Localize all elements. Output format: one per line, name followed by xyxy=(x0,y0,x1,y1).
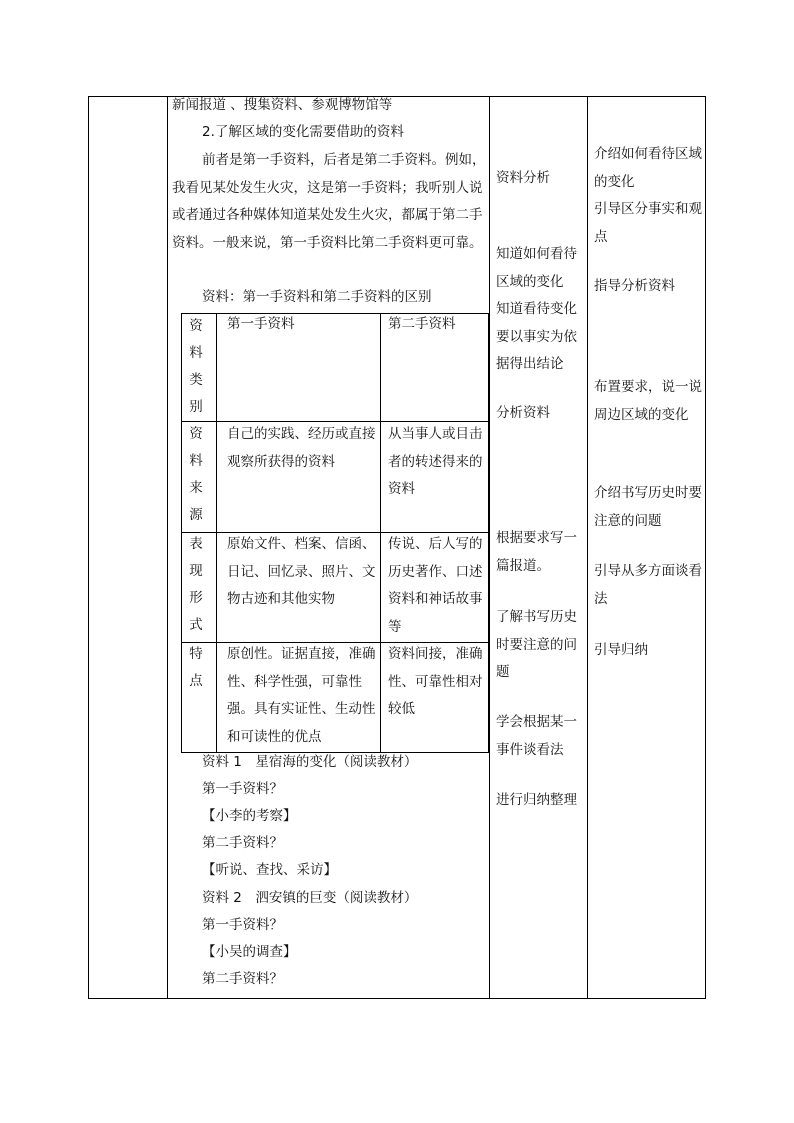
student-activity: 知道看待变化要以事实为依据得出结论 xyxy=(496,301,577,372)
table-cell: 资料间接，准确性、可靠性相对较低 xyxy=(388,646,483,717)
explanation-paragraph: 前者是第一手资料，后者是第二手资料。例如，我看见某处发生火灾，这是第一手资料；我听别人说或者通过各种媒体知道某处发生火灾，都属于第二手资料。一般来说，第一手资料比第二手资料更可靠。 xyxy=(172,152,486,251)
student-activity: 根据要求写一篇报道。 xyxy=(496,530,577,574)
material-2-title: 资料 2 泗安镇的巨变（阅读教材） xyxy=(202,890,418,906)
table-col-divider xyxy=(216,314,217,752)
teacher-activity: 介绍如何看待区域的变化 xyxy=(594,146,702,190)
teacher-activity: 布置要求，说一说周边区域的变化 xyxy=(594,379,702,423)
table-cell: 从当事人或目击者的转述得来的资料 xyxy=(388,426,483,497)
student-activity: 了解书写历史时要注意的问题 xyxy=(496,609,577,680)
table-col-divider xyxy=(380,314,381,752)
column-divider xyxy=(167,97,168,998)
teacher-activity: 引导区分事实和观点 xyxy=(594,201,702,245)
question-first-hand: 第一手资料？ xyxy=(202,781,283,797)
table-cell: 原创性。证据直接，准确性、科学性强，可靠性强。具有实证性、生动性和可读性的优点 xyxy=(227,646,376,745)
teacher-activity: 引导从多方面谈看法 xyxy=(594,563,702,607)
question-second-hand: 第二手资料？ xyxy=(202,835,283,851)
content-line-1: 新闻报道 、搜集资料、参观博物馆等 xyxy=(172,97,393,113)
row-label-form: 表现形式 xyxy=(189,536,203,633)
row-label-source: 资料来源 xyxy=(189,426,203,523)
student-activity: 资料分析 xyxy=(496,170,550,186)
teacher-activity: 引导归纳 xyxy=(594,642,648,658)
material-1-title: 资料 1 星宿海的变化（阅读教材） xyxy=(202,754,418,770)
question-second-hand: 第二手资料？ xyxy=(202,971,283,987)
teacher-activity: 指导分析资料 xyxy=(594,278,675,294)
header-first-hand: 第一手资料 xyxy=(227,316,295,332)
column-divider xyxy=(587,97,588,998)
question-first-hand: 第一手资料？ xyxy=(202,917,283,933)
table-cell: 传说、后人写的历史著作、口述资料和神话故事等 xyxy=(388,536,483,635)
teacher-activity: 介绍书写历史时要注意的问题 xyxy=(594,485,702,529)
section-heading: 2.了解区域的变化需要借助的资料 xyxy=(202,124,404,140)
answer-first-hand: 【小吴的调查】 xyxy=(202,944,297,960)
header-second-hand: 第二手资料 xyxy=(388,316,456,332)
student-activity: 进行归纳整理 xyxy=(496,792,577,808)
table-caption: 资料：第一手资料和第二手资料的区别 xyxy=(202,289,432,305)
table-cell: 自己的实践、经历或直接观察所获得的资料 xyxy=(227,426,376,470)
student-activity: 学会根据某一事件谈看法 xyxy=(496,714,577,758)
column-divider xyxy=(489,97,490,998)
answer-second-hand: 【听说、查找、采访】 xyxy=(202,862,337,878)
row-label-features: 特点 xyxy=(189,646,203,689)
student-activity: 知道如何看待区域的变化 xyxy=(496,246,577,290)
header-category: 资料类别 xyxy=(189,318,203,415)
student-activity: 分析资料 xyxy=(496,405,550,421)
answer-first-hand: 【小李的考察】 xyxy=(202,808,297,824)
table-cell: 原始文件、档案、信函、日记、回忆录、照片、文物古迹和其他实物 xyxy=(227,536,376,607)
